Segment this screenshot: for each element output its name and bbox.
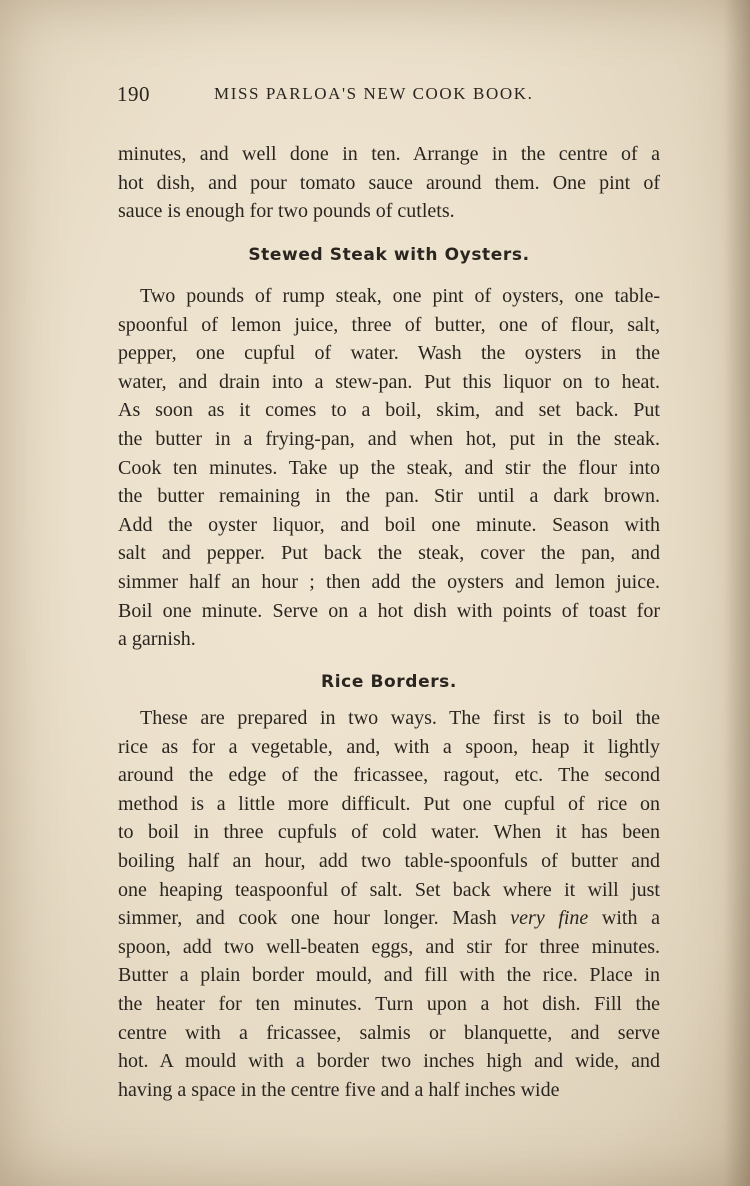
text-line: Add the oyster liquor, and boil one minute. Season with [118, 513, 660, 536]
stewed-steak-paragraph [118, 282, 660, 654]
text-line: one heaping teaspoonful of salt. Set back where it will just [118, 878, 660, 901]
text-line: having a space in the centre five and a half inches wide [118, 1078, 560, 1101]
rice-borders-paragraph [118, 704, 660, 1104]
section-heading-stewed-steak: Stewed Steak with Oysters. [248, 245, 530, 265]
text-line: sauce is enough for two pounds of cutlets. [118, 200, 455, 223]
text-line: hot dish, and pour tomato sauce around them. One pint of [118, 171, 660, 194]
text-line: hot. A mould with a border two inches high and wide, and [118, 1050, 660, 1073]
text-line: minutes, and well done in ten. Arrange in the centre of a [118, 143, 660, 165]
text-line: method is a little more difficult. Put one cupful of rice on [118, 792, 660, 815]
text-line: water, and drain into a stew-pan. Put this liquor on to heat. [118, 370, 660, 393]
text-line: salt and pepper. Put back the steak, cover the pan, and [118, 542, 660, 565]
section-heading-rice-borders: Rice Borders. [321, 672, 457, 692]
text-line: centre with a fricassee, salmis or blanquette, and serve [118, 1021, 660, 1044]
page-number: 190 [117, 82, 150, 106]
text-line: a garnish. [118, 628, 196, 651]
text-line: rice as for a vegetable, and, with a spoon, heap it lightly [118, 735, 660, 758]
text-segment: simmer, and cook one hour longer. Mash [118, 907, 511, 930]
text-line: Two pounds of rump steak, one pint of oysters, one table- [140, 285, 660, 307]
text-line: to boil in three cupfuls of cold water. When it has been [118, 821, 660, 844]
text-line-with-italic [118, 904, 660, 933]
running-title: MISS PARLOA'S NEW COOK BOOK. [214, 84, 534, 103]
italic-phrase: very fine [510, 907, 589, 930]
text-line: Butter a plain border mould, and fill with the rice. Place in [118, 964, 660, 987]
text-line: the butter in a frying-pan, and when hot, put in the steak. [118, 427, 660, 450]
text-line: These are prepared in two ways. The first is to boil the [140, 707, 660, 729]
continuation-paragraph [118, 140, 660, 226]
running-head [117, 82, 661, 112]
text-line: boiling half an hour, add two table-spoonfuls of butter and [118, 849, 660, 872]
text-line: Boil one minute. Serve on a hot dish with points of toast for [118, 599, 660, 622]
text-line: the heater for ten minutes. Turn upon a hot dish. Fill the [118, 992, 660, 1015]
text-line: As soon as it comes to a boil, skim, and set back. Put [118, 399, 660, 422]
text-line: simmer half an hour ; then add the oysters and lemon juice. [118, 570, 660, 593]
text-line: around the edge of the fricassee, ragout, etc. The second [118, 764, 660, 787]
text-line: pepper, one cupful of water. Wash the oysters in the [118, 342, 660, 365]
text-line: spoonful of lemon juice, three of butter, one of flour, salt, [118, 313, 660, 336]
text-line: the butter remaining in the pan. Stir until a dark brown. [118, 485, 660, 508]
text-line: spoon, add two well-beaten eggs, and stir for three minutes. [118, 935, 660, 958]
text-segment: with a [588, 907, 660, 930]
text-line: Cook ten minutes. Take up the steak, and stir the flour into [118, 456, 660, 479]
